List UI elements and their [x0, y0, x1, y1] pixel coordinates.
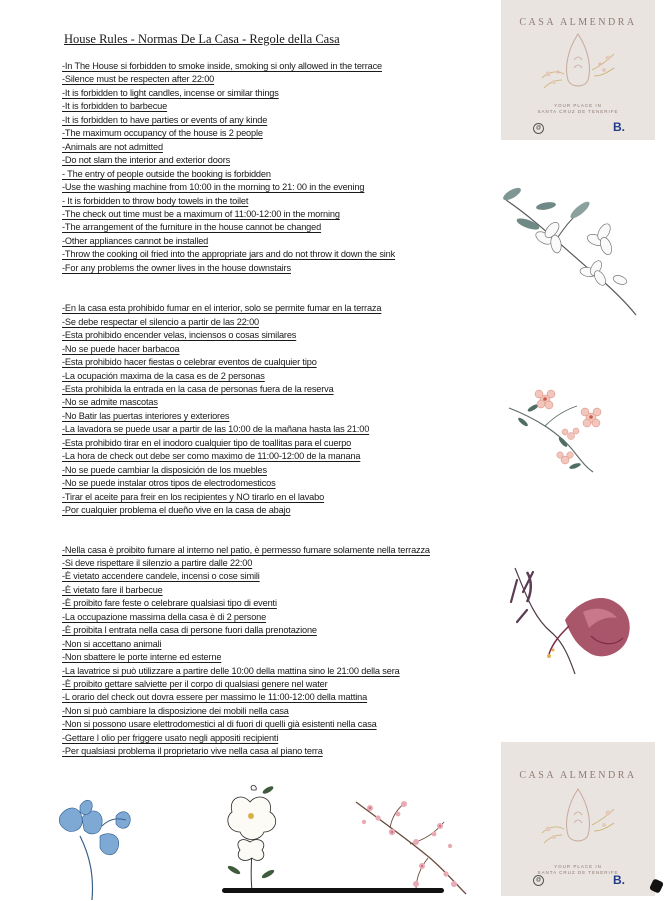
rules-list-spanish — [62, 302, 492, 517]
italian-rule-item: -L orario del check out dovra essere per massimo le 11:00-12:00 della mattina — [62, 692, 368, 703]
spanish-rule-item: -Esta prohibido hacer fiestas o celebrar eventos de cualquier tipo — [62, 357, 317, 368]
rules-list-english — [62, 60, 492, 275]
english-rule-item: - It is forbidden to throw body towels in the toilet — [62, 195, 249, 206]
circle-logo-icon: @ — [533, 123, 544, 134]
english-rule-item: -It is forbidden to barbecue — [62, 101, 168, 112]
english-rule-item: -Throw the cooking oil fried into the appropriate jars and do not throw it down the sink — [62, 249, 396, 260]
english-rule-item: -Use the washing machine from 10:00 in the morning to 21: 00 in the evening — [62, 182, 365, 193]
brand-card-bottom — [501, 742, 655, 896]
italian-rule-item: -Non sbattere le porte interne ed esterne — [62, 652, 222, 663]
english-rule-item: -Animals are not admitted — [62, 141, 163, 152]
brand-tagline-1: YOUR PLACE IN — [554, 103, 602, 108]
italian-rule-item: -Non si può cambiare la disposizione dei mobili nella casa — [62, 705, 289, 716]
brand-card-top — [501, 0, 655, 140]
english-rule-item: -It is forbidden to have parties or events of any kinde — [62, 114, 268, 125]
brand-tagline-2: SANTA CRUZ DE TENERIFE — [537, 870, 619, 875]
italian-rule-item: -È proibito gettare salviette per il corpo di qualsiasi genere nel water — [62, 679, 328, 690]
almond-logo-icon — [538, 785, 618, 847]
magnolia-sketch-icon — [218, 784, 288, 892]
spanish-rule-item: -Se debe respectar el silencio a partir de las 22:00 — [62, 316, 259, 327]
white-flower-icon — [496, 180, 641, 320]
english-rule-item: -The check out time must be a maximum of 11:00-12:00 in the morning — [62, 208, 340, 219]
brand-name: CASA ALMENDRA — [519, 17, 637, 28]
english-rule-item: -Do not slam the interior and exterior doors — [62, 155, 231, 166]
spanish-rule-item: -No se puede cambiar la disposición de los muebles — [62, 464, 267, 475]
spanish-rule-item: -La ocupación maxima de la casa es de 2 personas — [62, 370, 265, 381]
spanish-rule-item: -En la casa esta prohibido fumar en el interior, solo se permite fumar en la terraza — [62, 303, 382, 314]
spanish-rule-item: -No se admite mascotas — [62, 397, 158, 408]
rules-list-italian — [62, 544, 492, 759]
italian-rule-item: -Per qualsiasi problema il proprietario vive nella casa al piano terra — [62, 746, 323, 757]
house-rules-document — [62, 32, 492, 759]
blue-iris-icon — [50, 796, 140, 901]
brand-name: CASA ALMENDRA — [519, 770, 637, 781]
spanish-rule-item: -No se puede hacer barbacoa — [62, 343, 180, 354]
english-rule-item: - The entry of people outside the booking is forbidden — [62, 168, 271, 179]
almond-logo-icon — [538, 30, 618, 92]
spanish-rule-item: -Esta prohibida la entrada en la casa de personas fuera de la reserva — [62, 383, 334, 394]
italian-rule-item: -La lavatrice si può utilizzare a partire delle 10:00 della mattina sino le 21:00 della sera — [62, 665, 400, 676]
italian-rule-item: -Non si possono usare elettrodomestici al di fuori di quelli già esistenti nella casa — [62, 719, 377, 730]
spanish-rule-item: -Esta prohibido encender velas, inciensos o cosas similares — [62, 330, 297, 341]
spanish-rule-item: -No Batir las puertas interiores y exteriores — [62, 410, 230, 421]
italian-rule-item: -È vietato fare il barbecue — [62, 584, 163, 595]
spanish-rule-item: -Por cualquier problema el dueño vive en la casa de abajo — [62, 505, 291, 516]
brand-tagline-2: SANTA CRUZ DE TENERIFE — [537, 109, 619, 114]
english-rule-item: -Other appliances cannot be installed — [62, 235, 209, 246]
english-rule-item: -Silence must be respecten after 22:00 — [62, 74, 215, 85]
pink-blossom-icon — [505, 378, 605, 473]
page-title: House Rules - Normas De La Casa - Regole della Casa — [64, 32, 340, 46]
booking-logo-icon: B. — [613, 873, 625, 887]
italian-rule-item: -Si deve rispettare il silenzio a partire dalle 22:00 — [62, 557, 253, 568]
spanish-rule-item: -No se puede instalar otros tipos de electrodomesticos — [62, 478, 276, 489]
booking-logo-icon: B. — [613, 120, 625, 134]
italian-rule-item: -Nella casa è proibito fumare al interno nel patio, è permesso fumare solamente nella terrazza — [62, 544, 430, 555]
english-rule-item: -The maximum occupancy of the house is 2 people — [62, 128, 263, 139]
spanish-rule-item: -Esta prohibido tirar en el inodoro cualquier tipo de toallitas para el cuerpo — [62, 437, 352, 448]
english-rule-item: -The arrangement of the furniture in the house cannot be changed — [62, 222, 322, 233]
italian-rule-item: -È proibito fare feste o celebrare qualsiasi tipo di eventi — [62, 598, 277, 609]
english-rule-item: -In The House si forbidden to smoke inside, smoking si only allowed in the terrace — [62, 61, 382, 71]
english-rule-item: -For any problems the owner lives in the house downstairs — [62, 262, 291, 273]
horizontal-scrollbar[interactable] — [222, 888, 444, 893]
italian-rule-item: -La occupazione massima della casa è di 2 persone — [62, 611, 267, 622]
brand-tagline-1: YOUR PLACE IN — [554, 864, 602, 869]
spanish-rule-item: -La lavadora se puede usar a partir de las 10:00 de la mañana hasta las 21:00 — [62, 424, 370, 435]
italian-rule-item: -È proibita l entrata nella casa di persone fuori dalla prenotazione — [62, 625, 317, 636]
hibiscus-flower-icon — [503, 562, 641, 677]
cherry-blossom-icon — [350, 796, 470, 896]
english-rule-item: -It is forbidden to light candles, incense or similar things — [62, 87, 279, 98]
italian-rule-item: -Non si accettano animali — [62, 638, 162, 649]
circle-logo-icon: @ — [533, 875, 544, 886]
italian-rule-item: -Gettare l olio per friggere usato negli appositi recipienti — [62, 732, 279, 743]
spanish-rule-item: -Tirar el aceite para freir en los recipientes y NO tirarlo en el lavabo — [62, 491, 325, 502]
spanish-rule-item: -La hora de check out debe ser como maximo de 11:00-12:00 de la manana — [62, 451, 361, 462]
italian-rule-item: -È vietato accendere candele, incensi o cose simili — [62, 571, 260, 582]
